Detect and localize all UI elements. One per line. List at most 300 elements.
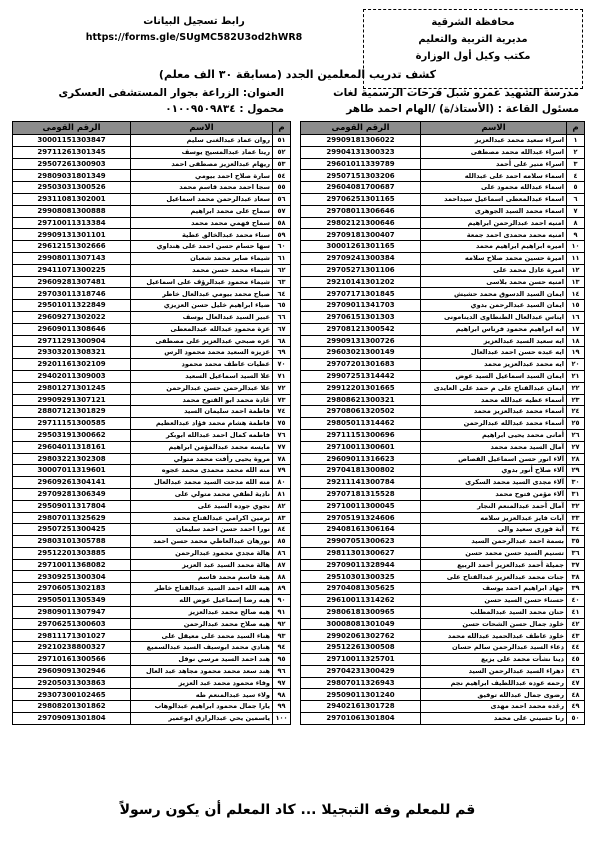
table-row [301,583,585,595]
national-id: 29507151303206 [301,170,421,182]
table-row [13,300,291,312]
teacher-name: عبير السيد عبدالعال يوسف [131,311,273,323]
table-row [13,382,291,394]
national-id: 29908011307143 [13,252,131,264]
row-number: ٩ [567,229,585,241]
row-number: ٢٨ [567,453,585,465]
national-id: 29309251300304 [13,571,131,583]
teacher-name: اسماء عبدالمعطى اسماعيل سيداحمد [421,193,567,205]
registration-link-block [44,14,344,46]
table-row [13,193,291,205]
table-row [13,311,291,323]
teacher-name: سناء محمد عبدالخالق عطية [131,229,273,241]
table-row [301,618,585,630]
row-number: ٧٧ [273,441,291,453]
table-row [301,276,585,288]
table-row [301,264,585,276]
teacher-name: نورهان عبدالعاطي محمد حسن احمد [131,536,273,548]
national-id: 29710011325701 [301,654,421,666]
row-number: ٩٠ [273,595,291,607]
national-id: 29402161301728 [301,701,421,713]
table-row [13,689,291,701]
teacher-name: فاطمة هشام محمد فؤاد عبدالعظيم [131,418,273,430]
row-number: ٥٨ [273,217,291,229]
teacher-name: ايمان السيد الدسوق محمد حشيش [421,288,567,300]
row-number: ٥٦ [273,193,291,205]
teacher-name: ريهام عبدالعزيز مصطفى احمد [131,158,273,170]
row-number: ٤٦ [567,665,585,677]
school-address: العنوان: الزراعة بجوار المستشفى العسكرى [58,87,284,99]
national-id: 29807011326943 [301,677,421,689]
national-id: 29708011306646 [301,205,421,217]
national-id: 29710011368082 [13,559,131,571]
teacher-name: ضياء ابراهيم خليل حسن العزيزي [131,300,273,312]
footer-quote: قم للمعلم وفه التبجيلا ... كاد المعلم أن يكون رسولاً [119,802,476,818]
table-row [13,170,291,182]
column-header-num: م [273,122,291,135]
row-number: ٣٣ [567,512,585,524]
national-id: 29807011325629 [13,512,131,524]
national-id: 29603021300149 [301,347,421,359]
table-row [13,606,291,618]
row-number: ١٦ [567,311,585,323]
row-number: ٢٢ [567,382,585,394]
row-number: ٢٣ [567,394,585,406]
row-number: ٦١ [273,252,291,264]
national-id: 29711261301345 [13,146,131,158]
national-id: 29802121300646 [301,217,421,229]
national-id: 29705271301106 [301,264,421,276]
row-number: ٣٢ [567,500,585,512]
national-id: 29609281307481 [13,276,131,288]
table-row [13,701,291,713]
teacher-name: جميلة أحمد عبدالعزيز أحمد الربيع [421,559,567,571]
teacher-name: اسراء عبدالله محمد مصطفى [421,146,567,158]
row-number: ٦٢ [273,264,291,276]
national-id: 29610011314262 [301,595,421,607]
row-number: ٤١ [567,606,585,618]
table-row [301,135,585,147]
teacher-name: آمال السيد محمد محمد [421,441,567,453]
teacher-name: هنادي محمد ابوسيف السيد عبدالسميع [131,642,273,654]
teacher-name: اميرة عادل محمد على [421,264,567,276]
teacher-name: وفاء محمود محمد عبد العزيز [131,677,273,689]
row-number: ٩٨ [273,689,291,701]
row-number: ٨٩ [273,583,291,595]
table-row [13,323,291,335]
table-row [301,677,585,689]
teacher-name: علا عبدالرحمن حسن عبدالرحمن [131,382,273,394]
teacher-name: تسنيم السيد حسن محمد حسن [421,547,567,559]
teacher-name: هالة مجدي محمود عبدالرحمن [131,547,273,559]
national-id: 29710011300045 [301,500,421,512]
national-id: 29307300102465 [13,689,131,701]
teacher-name: هبة قاسم محمد قاسم [131,571,273,583]
teacher-name: رنا حسيني على محمد [421,713,567,725]
teacher-name: ايمان السيد اسماعيل السيد عوض [421,370,567,382]
table-row [301,453,585,465]
national-id: 29808201301862 [13,701,131,713]
row-number: ٤٧ [567,677,585,689]
teacher-name: رحمه عوده عبداللطيف ابراهيم نجم [421,677,567,689]
national-id: 29503031300526 [13,182,131,194]
teacher-name: حسناء حسن السيد حسن [421,595,567,607]
teacher-name: ايه سعيد السيد عبدالعزيز [421,335,567,347]
table-row [13,252,291,264]
row-number: ٩٦ [273,665,291,677]
row-number: ٥٥ [273,182,291,194]
teacher-name: شيماء صابر محمد شعبان [131,252,273,264]
table-row [13,347,291,359]
teacher-name: يارا جمال محمود ابراهيم عبدالوهاب [131,701,273,713]
teacher-name: فاطمة احمد سليمان السيد [131,406,273,418]
teacher-name: سجا احمد محمد قاسم محمد [131,182,273,194]
national-id: 29711291300904 [13,335,131,347]
teacher-name: آلاء مجدى السيد محمد السكرى [421,477,567,489]
national-id: 29806181300965 [301,606,421,618]
row-number: ٧١ [273,370,291,382]
row-number: ٢٠ [567,359,585,371]
table-row [301,713,585,725]
national-id: 29501011322849 [13,300,131,312]
national-id: 29809011307947 [13,606,131,618]
row-number: ٨٦ [273,547,291,559]
teacher-name: هبه الله احمد السيد عبدالفتاح خاطر [131,583,273,595]
table-row [301,205,585,217]
teacher-name: ايمان عبدالفتاح على م حمد على العايدى [421,382,567,394]
teacher-name: امنيه محمد محمدى احمد جمعة [421,229,567,241]
national-id: 29303201308321 [13,347,131,359]
national-id: 29609261304141 [13,477,131,489]
teacher-name: آية فوزى سعيد والى [421,524,567,536]
national-id: 29510301300325 [301,571,421,583]
table-row [301,170,585,182]
teacher-name: منه الله محمد محمدى محمد عجوه [131,465,273,477]
row-number: ٨٠ [273,477,291,489]
national-id: 29709281306349 [13,488,131,500]
teacher-name: نجوي جوده السيد على [131,500,273,512]
teacher-name: مروة يحيى رأفت محمد متولي [131,453,273,465]
row-number: ١٠٠ [273,713,291,725]
teacher-name: سارة صلاح احمد بيومي [131,170,273,182]
table-row [301,394,585,406]
national-id: 30001261301165 [301,241,421,253]
row-number: ٢٩ [567,465,585,477]
national-id: 29909131300726 [301,335,421,347]
table-row [301,595,585,607]
column-header-name: الاسم [131,122,273,135]
teacher-name: آلاء انور حسن اسماعيل القصاص [421,453,567,465]
table-row [13,477,291,489]
teacher-name: أسماء محمد عبدالله عبدالرحمن [421,418,567,430]
national-id: 29909181306022 [301,135,421,147]
national-id: 29708061320502 [301,406,421,418]
table-header-row [301,122,585,135]
national-id: 29609271302022 [13,311,131,323]
teacher-name: أسماء محمد عبدالعزيز محمد [421,406,567,418]
table-row [301,288,585,300]
teacher-name: فاطمه كمال احمد عبدالله ابوبكر [131,429,273,441]
row-number: ٩٧ [273,677,291,689]
row-number: ٤٢ [567,618,585,630]
row-number: ٤ [567,170,585,182]
table-row [301,654,585,666]
table-row [301,689,585,701]
table-row [13,559,291,571]
table-row [13,441,291,453]
row-number: ٤٥ [567,654,585,666]
teacher-name: ايمان السيد عبدالرحمن بدوي [421,300,567,312]
national-id: 29604011318161 [13,441,131,453]
table-row [301,241,585,253]
teacher-name: خلود عاطف عبدالحميد عبدالله محمد [421,630,567,642]
school-info-right [294,85,579,117]
national-id: 29801271301245 [13,382,131,394]
row-number: ٤٤ [567,642,585,654]
national-id: 30001151303847 [13,135,131,147]
national-id: 29507261300903 [13,158,131,170]
national-id: 29505011305349 [13,595,131,607]
row-number: ٢٥ [567,418,585,430]
national-id: 29709011341703 [301,300,421,312]
row-number: ٣ [567,158,585,170]
row-number: ٥ [567,182,585,194]
row-number: ١٧ [567,323,585,335]
teacher-name: دعاء السيد عبدالرحمن سالم حسان [421,642,567,654]
national-id: 29503191300662 [13,429,131,441]
national-id: 29709091301804 [13,713,131,725]
row-number: ٤٣ [567,630,585,642]
teacher-name: اميره ابراهيم ابراهيم محمد [421,241,567,253]
governorate-label: محافظة الشرقية [431,17,515,28]
row-number: ١٥ [567,300,585,312]
table-row [13,618,291,630]
table-row [13,665,291,677]
teacher-name: آلاء مؤمن فتوح محمد [421,488,567,500]
national-id: 29805011314462 [301,418,421,430]
national-id: 29210238800327 [13,642,131,654]
row-number: ٦ [567,193,585,205]
row-number: ٩٥ [273,654,291,666]
table-row [301,182,585,194]
row-number: ١١ [567,252,585,264]
national-id: 29709241300384 [301,252,421,264]
national-id: 29704181300802 [301,465,421,477]
table-row [301,465,585,477]
teacher-name: علا السيد اسماعيل السعيد [131,370,273,382]
national-id: 29710161300566 [13,654,131,666]
teacher-name: ياسمين يحي عبدالرازق ابوعمير [131,713,273,725]
row-number: ١٢ [567,264,585,276]
national-id: 29408161306164 [301,524,421,536]
table-row [13,453,291,465]
row-number: ٥٧ [273,205,291,217]
table-row [13,418,291,430]
teacher-name: عزيزه السعيد محمد محمود الرس [131,347,273,359]
table-row [301,571,585,583]
row-number: ٧٣ [273,394,291,406]
table-row [301,524,585,536]
table-row [301,359,585,371]
row-number: ٥٠ [567,713,585,725]
row-number: ٩٢ [273,618,291,630]
teacher-name: شيماء محمد حسن محمد [131,264,273,276]
teacher-name: مايسه محمد عبدالمؤمن ابراهيم [131,441,273,453]
table-row [13,713,291,725]
national-id: 29706151301303 [301,311,421,323]
national-id: 29711151300696 [301,429,421,441]
teacher-name: سماح على محمد ابراهيم [131,205,273,217]
table-row [301,606,585,618]
national-id: 29507251300425 [13,524,131,536]
teacher-name: أسماء عطيه عبدالله محمد [421,394,567,406]
table-row [301,335,585,347]
teacher-name: اسماء سلامه احمد على عبدالله [421,170,567,182]
table-row [301,477,585,489]
row-number: ٧٠ [273,359,291,371]
national-id: 29909131301101 [13,229,131,241]
row-number: ٣٨ [567,571,585,583]
national-id: 29803221302308 [13,453,131,465]
row-number: ٧٥ [273,418,291,430]
row-number: ٧٤ [273,406,291,418]
table-row [13,146,291,158]
teacher-name: اسراء سعيد محمد عبدالعزيز [421,135,567,147]
teacher-name: عطيات عاطف محمد محمود [131,359,273,371]
row-number: ٣٥ [567,536,585,548]
national-id: 29705191324606 [301,512,421,524]
table-row [13,205,291,217]
teacher-name: أمانى محمد يحيى ابراهيم [421,429,567,441]
row-number: ٧٨ [273,453,291,465]
table-row [301,370,585,382]
row-number: ٨٤ [273,524,291,536]
table-row [301,701,585,713]
undersecretary-office-label: مكتب وكيل أول الوزارة [415,51,531,62]
teacher-name: هند سعد محمد محمود مجاهد عبد العال [131,665,273,677]
national-id: 29707171301845 [301,288,421,300]
row-number: ٦٩ [273,347,291,359]
national-id: 29809031801349 [13,170,131,182]
national-id: 29710011300601 [301,441,421,453]
column-header-num: م [567,122,585,135]
national-id: 29909291307121 [13,394,131,406]
table-row [301,536,585,548]
national-id: 29604081700687 [301,182,421,194]
national-id: 29808621300321 [301,394,421,406]
row-number: ٦٣ [273,276,291,288]
table-row [301,300,585,312]
row-number: ٧ [567,205,585,217]
national-id: 29704231300429 [301,665,421,677]
national-id: 29512201303885 [13,547,131,559]
table-row [13,642,291,654]
national-id: 29706051302183 [13,583,131,595]
table-row [13,158,291,170]
teacher-name: بسمة احمد عبدالرحمن السيد [421,536,567,548]
row-number: ٣٤ [567,524,585,536]
table-row [13,335,291,347]
row-number: ٩١ [273,606,291,618]
teacher-name: ايه محمد عبدالعزيز محمد [421,359,567,371]
teacher-name: خلود جمال حسن الشحات حسن [421,618,567,630]
row-number: ٨٧ [273,559,291,571]
table-row [301,488,585,500]
row-number: ٨٥ [273,536,291,548]
row-number: ٥٩ [273,229,291,241]
national-id: 29411071300225 [13,264,131,276]
table-row [301,146,585,158]
column-header-id: الرقم القومى [301,122,421,135]
row-number: ٣٠ [567,477,585,489]
national-id: 28807121301829 [13,406,131,418]
national-id: 29912201301665 [301,382,421,394]
table-row [13,571,291,583]
teacher-name: نرمين اكرامي عبدالفتاح محمد [131,512,273,524]
row-number: ٦٤ [273,288,291,300]
table-row [301,193,585,205]
row-number: ٦٥ [273,300,291,312]
directorate-label: مديرية التربية والتعليم [418,34,528,45]
table-row [301,547,585,559]
table-row [301,665,585,677]
national-id: 29711151300585 [13,418,131,430]
teacher-name: سعاد عبدالرحمن محمد اسماعيل [131,193,273,205]
national-id: 29311081302001 [13,193,131,205]
row-number: ٥٣ [273,158,291,170]
table-row [13,583,291,595]
table-row [13,547,291,559]
national-id: 29201161302109 [13,359,131,371]
table-row [13,241,291,253]
national-id: 29609091302946 [13,665,131,677]
contact-mobile: محمول : ٠١٠٠٩٥٠٩٨٣٤ [165,103,284,115]
table-row [301,347,585,359]
table-row [13,135,291,147]
table-row [301,382,585,394]
table-row [13,488,291,500]
national-id: 29902061302762 [301,630,421,642]
teacher-name: اميرة حسين محمد صلاح سلامه [421,252,567,264]
row-number: ٧٦ [273,429,291,441]
national-id: 29709181300407 [301,229,421,241]
row-number: ٩٣ [273,630,291,642]
table-row [301,311,585,323]
row-number: ٤٨ [567,689,585,701]
table-row [301,406,585,418]
national-id: 29708121300542 [301,323,421,335]
teacher-name: رغده محمد احمد مهدى [421,701,567,713]
teacher-name: ايه عبده حسن احمد عبدالعال [421,347,567,359]
table-row [13,406,291,418]
registration-url[interactable]: https://forms.gle/SUgMC582U3od2hWR8 [85,32,303,43]
table-row [13,654,291,666]
teacher-name: سماح فهمي محمد محمد [131,217,273,229]
table-row [13,229,291,241]
table-row [301,512,585,524]
teachers-table-right [300,121,585,725]
table-row [301,429,585,441]
national-id: 29709011328944 [301,559,421,571]
national-id: 29612151302666 [13,241,131,253]
registration-label: رابط تسجيل البيانات [143,16,245,27]
teacher-name: اسراء منير على أحمد [421,158,567,170]
row-number: ٢٧ [567,441,585,453]
teacher-name: عزة محمود عبدالله عبدالمعطى [131,323,273,335]
row-number: ٦٦ [273,311,291,323]
row-number: ٢ [567,146,585,158]
row-number: ٦٨ [273,335,291,347]
